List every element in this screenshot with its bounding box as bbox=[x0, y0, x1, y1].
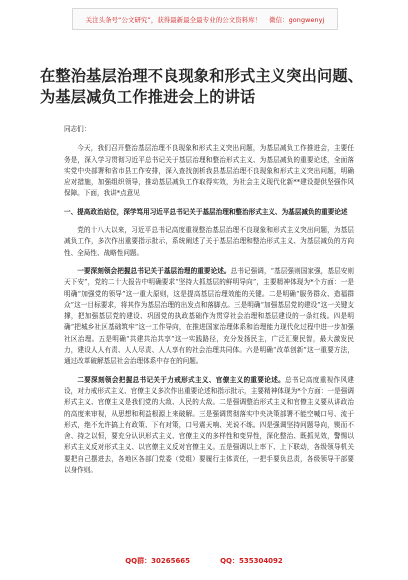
point-1-heading: 一要深刻领会把握总书记关于基层治理的重要论述。 bbox=[77, 266, 231, 275]
promo-banner bbox=[72, 8, 338, 30]
point-2-text: 总书记高度重视作风建设，对力戒形式主义、官僚主义多次作出重要论述和指示批示，主要精神体现为*个方面：一是强调形式主义、官僚主义是我们党的大敌、人民的大敌。二是强调整治形式主义和官僚主义要从讲政治的高度来审视，从思想和利益根源上来破解。三是强调贯彻落实中央决策部署不能空喊口号、流于形式，绝不允许搞上有政策、下有对策，口号震天响、光说不练。四是强调坚持问题导向，锲而不舍、持之以恒，要充分认识形式主义、官僚主义的多样性和变异性，深化整治、既抓见效，警惕以形式主义反对形式主义、以官僚主义反对官僚主义。五是强调以上率下、上下联动，各级领导机关要把自己摆进去，各地区各部门党委（党组）要履行主体责任，一把手要负总责，各级领导干部要以身作则。 bbox=[64, 375, 354, 475]
qq-group: QQ群：30265665 bbox=[125, 557, 191, 565]
document-body bbox=[64, 124, 354, 476]
section-1-heading: 一、提高政治站位，深学笃用习近平总书记关于基层治理和整治形式主义、为基层减负的重要论述 bbox=[64, 207, 348, 216]
contact-footer bbox=[0, 553, 408, 569]
promo-banner-wechat: 微信：gongwenyj bbox=[269, 15, 325, 24]
promo-banner-text: 关注头条号“公文研究”，获得最新最全最专业的公文资料库！ bbox=[85, 15, 262, 24]
section-1-intro: 党的十八大以来，习近平总书记高度重视整治基层治理不良现象和形式主义突出问题，为基层减负工作，多次作出重要指示批示，系统阐述了关于基层治理和整治形式主义、为基层减负的方向性、全局性、战略性问题。 bbox=[64, 226, 354, 257]
point-1-text: 总书记强调，“基层强则国家强，基层安则天下安”，党的二十大报告中明确要求“坚持大抓基层的鲜明导向”，主要精神体现为*个方面：一是明确“加强党的领导”这一重大原则，这是提高基层治理效能的关键。二是明确“服务群众、造福群众”这一目标要求，将其作为基层治理的出发点和落脚点。三是明确“加强基层党的建设”这一关键支撑，把加强基层党的建设、巩固党的执政基础作为贯穿社会治理和基层建设的一条红线。四是明确“把城乡社区基础筑牢”这一工作导向，在推进国家治理体系和治理能力现代化过程中进一步加强社区治理。五是明确“共建共治共享”这一实践路径，充分发扬民主，广泛汇聚民智，最大激发民力，建设人人有责、人人尽责、人人享有的社会治理共同体。六是明确“改革创新”这一重要方法，通过改革破解基层社会治理体系中存在的问题。 bbox=[64, 266, 355, 366]
point-2-paragraph bbox=[64, 375, 354, 477]
point-1-paragraph bbox=[64, 266, 354, 368]
point-2-heading: 二要深刻领会把握总书记关于力戒形式主义、官僚主义的重要论述。 bbox=[77, 375, 286, 384]
salutation: 同志们： bbox=[64, 125, 91, 133]
intro-paragraph: 今天，我们召开整治基层治理不良现象和形式主义突出问题，为基层减负工作推进会，主要任务是，深入学习贯彻习近平总书记关于基层治理和整治形式主义、为基层减负的重要论述，全面落实党中央部署和省市县工作安排，深入查找剖析我县基层治理不良现象和形式主义突出问题，明确应对措施，加强组织领导，推动基层减负工作取得实效，为社会主义现代化新**建设提供坚强作风保障。下面，我讲*点意见 bbox=[64, 144, 354, 198]
document-title: 在整治基层治理不良现象和形式主义突出问题、为基层减负工作推进会上的讲话 bbox=[40, 67, 364, 106]
qq-contact: QQ：535304092 bbox=[220, 557, 283, 565]
